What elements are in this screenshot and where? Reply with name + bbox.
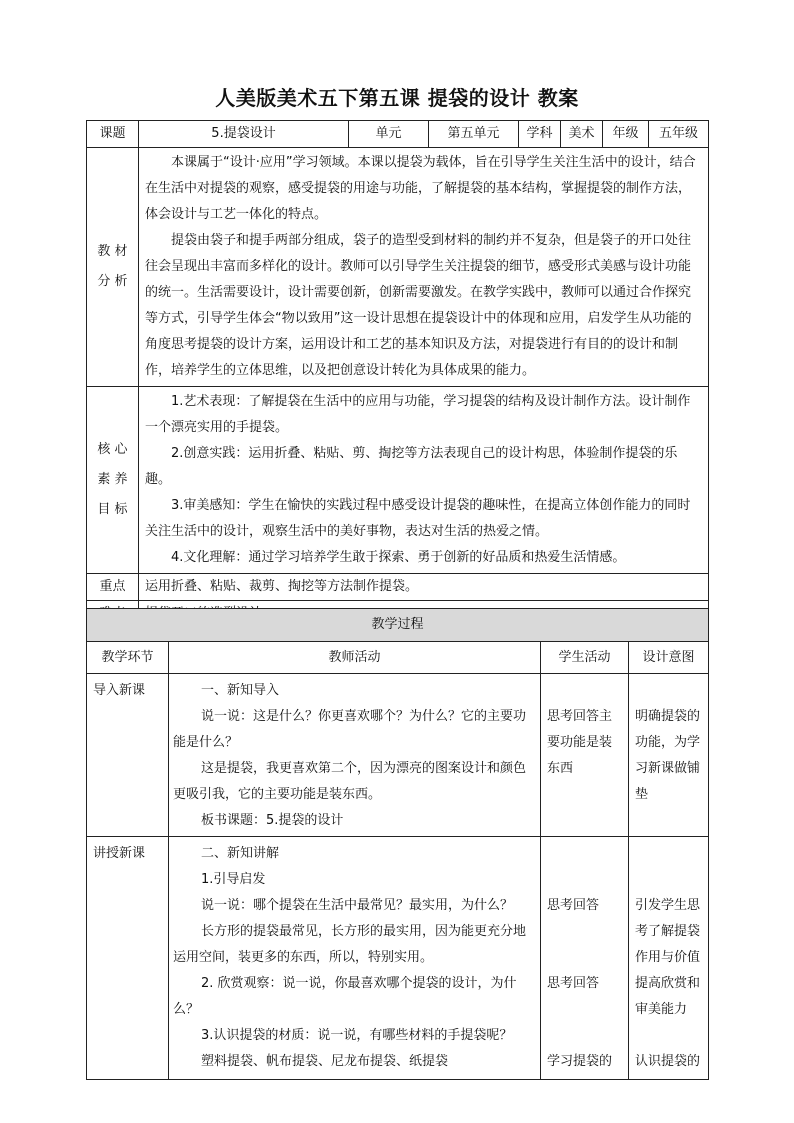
teacher-line: 1.引导启发 <box>201 872 266 887</box>
student-activity: 思考回答 <box>547 976 600 991</box>
literacy-item: 3.审美感知：学生在愉快的实践过程中感受设计提袋的趣味性，在提高立体创作能力的同时关注生活中的设计，观察生活中的美好事物，表达对生活的热爱之情。 <box>145 498 691 539</box>
col-student-header: 学生活动 <box>541 642 629 674</box>
teacher-line: 一、新知导入 <box>201 683 280 698</box>
teacher-line: 2. 欣赏观察：说一说，你最喜欢哪个提袋的设计，为什么？ <box>173 976 517 1017</box>
teaching-process-table <box>86 608 709 1080</box>
key-point-value: 运用折叠、粘贴、裁剪、掏挖等方法制作提袋。 <box>139 574 709 601</box>
col-teacher-header: 教师活动 <box>169 642 541 674</box>
process-bar: 教学过程 <box>87 609 709 642</box>
teacher-line: 二、新知讲解 <box>201 846 280 861</box>
design-intent: 引发学生思考了解提袋作用与价值提高欣赏和审美能力 <box>635 898 701 1017</box>
analysis-label-line-2: 分 析 <box>97 274 128 289</box>
col-stage-header: 教学环节 <box>87 642 169 674</box>
analysis-paragraph: 本课属于“设计·应用”学习领域。本课以提袋为载体，旨在引导学生关注生活中的设计，结合在生活中对提袋的观察，感受提袋的用途与功能，了解提袋的基本结构，掌握提袋的制作方法，体会设计与工艺一体化的特点。 <box>145 155 696 222</box>
teacher-line: 3.认识提袋的材质：说一说，有哪些材料的手提袋呢？ <box>201 1028 513 1043</box>
analysis-row <box>87 148 709 387</box>
teacher-line: 长方形的提袋最常见，长方形的最实用，因为能更充分地运用空间，装更多的东西，所以，特别实用。 <box>173 924 527 965</box>
key-point-row <box>87 574 709 601</box>
subject-value: 美术 <box>561 121 603 148</box>
student-activity: 思考回答 <box>547 898 600 913</box>
teacher-activity-cell <box>169 674 541 837</box>
literacy-row <box>87 387 709 574</box>
page-title: 人美版美术五下第五课 提袋的设计 教案 <box>215 86 579 110</box>
unit-label: 单元 <box>349 121 429 148</box>
subject-label: 学科 <box>519 121 561 148</box>
teacher-line: 说一说：哪个提袋在生活中最常见？最实用，为什么？ <box>201 898 514 913</box>
grade-label: 年级 <box>603 121 649 148</box>
teacher-line: 这是提袋，我更喜欢第二个，因为漂亮的图案设计和颜色更吸引我，它的主要功能是装东西。 <box>173 761 527 802</box>
design-intent-cell <box>629 837 709 1080</box>
design-intent: 认识提袋的 <box>635 1054 701 1069</box>
literacy-content <box>139 387 709 574</box>
process-header-row <box>87 642 709 674</box>
analysis-label-line-1: 教 材 <box>97 244 128 259</box>
literacy-label-line-2: 素 养 <box>97 472 128 487</box>
teacher-line: 板书课题：5.提袋的设计 <box>201 813 344 828</box>
key-point-label: 重点 <box>87 574 139 601</box>
process-bar-row <box>87 609 709 642</box>
unit-value: 第五单元 <box>429 121 519 148</box>
literacy-item: 4.文化理解：通过学习培养学生敢于探索、勇于创新的好品质和热爱生活情感。 <box>171 550 626 565</box>
student-activity-cell <box>541 674 629 837</box>
literacy-item: 1.艺术表现：了解提袋在生活中的应用与功能，学习提袋的结构及设计制作方法。设计制作一个漂亮实用的手提袋。 <box>145 394 691 435</box>
design-intent-cell <box>629 674 709 837</box>
table-row <box>87 674 709 837</box>
literacy-label-line-3: 目 标 <box>97 502 128 517</box>
student-activity-cell <box>541 837 629 1080</box>
teacher-activity-cell <box>169 837 541 1080</box>
student-activity: 学习提袋的 <box>547 1054 613 1069</box>
analysis-content <box>139 148 709 387</box>
header-row <box>87 121 709 148</box>
grade-value: 五年级 <box>649 121 709 148</box>
topic-label: 课题 <box>87 121 139 148</box>
col-design-header: 设计意图 <box>629 642 709 674</box>
stage-cell: 讲授新课 <box>87 837 169 1080</box>
stage-cell: 导入新课 <box>87 674 169 837</box>
literacy-label <box>87 387 139 574</box>
student-activity: 思考回答主要功能是装东西 <box>547 709 613 776</box>
table-row <box>87 837 709 1080</box>
topic-value: 5.提袋设计 <box>139 121 349 148</box>
analysis-label <box>87 148 139 387</box>
teacher-line: 塑料提袋、帆布提袋、尼龙布提袋、纸提袋 <box>201 1054 449 1069</box>
analysis-paragraph: 提袋由袋子和提手两部分组成，袋子的造型受到材料的制约并不复杂，但是袋子的开口处往往会呈现出丰富而多样化的设计。教师可以引导学生关注提袋的细节，感受形式美感与设计功能的统一。生活需要设计，设计需要创新，创新需要激发。在教学实践中，教师可以通过合作探究等方式，引导学生体会“物以致用”这一设计思想在提袋设计中的体现和应用，启发学生从功能的角度思考提袋的设计方案，运用设计和工艺的基本知识及方法，对提袋进行有目的的设计和制作，培养学生的立体思维，以及把创意设计转化为具体成果的能力。 <box>145 233 692 378</box>
literacy-item: 2.创意实践：运用折叠、粘贴、剪、掏挖等方法表现自己的设计构思，体验制作提袋的乐趣。 <box>145 446 678 487</box>
teacher-line: 说一说：这是什么？你更喜欢哪个？为什么？它的主要功能是什么？ <box>173 709 527 750</box>
lesson-info-table <box>86 120 709 628</box>
design-intent: 明确提袋的功能，为学习新课做铺垫 <box>635 709 701 802</box>
literacy-label-line-1: 核 心 <box>97 442 128 457</box>
